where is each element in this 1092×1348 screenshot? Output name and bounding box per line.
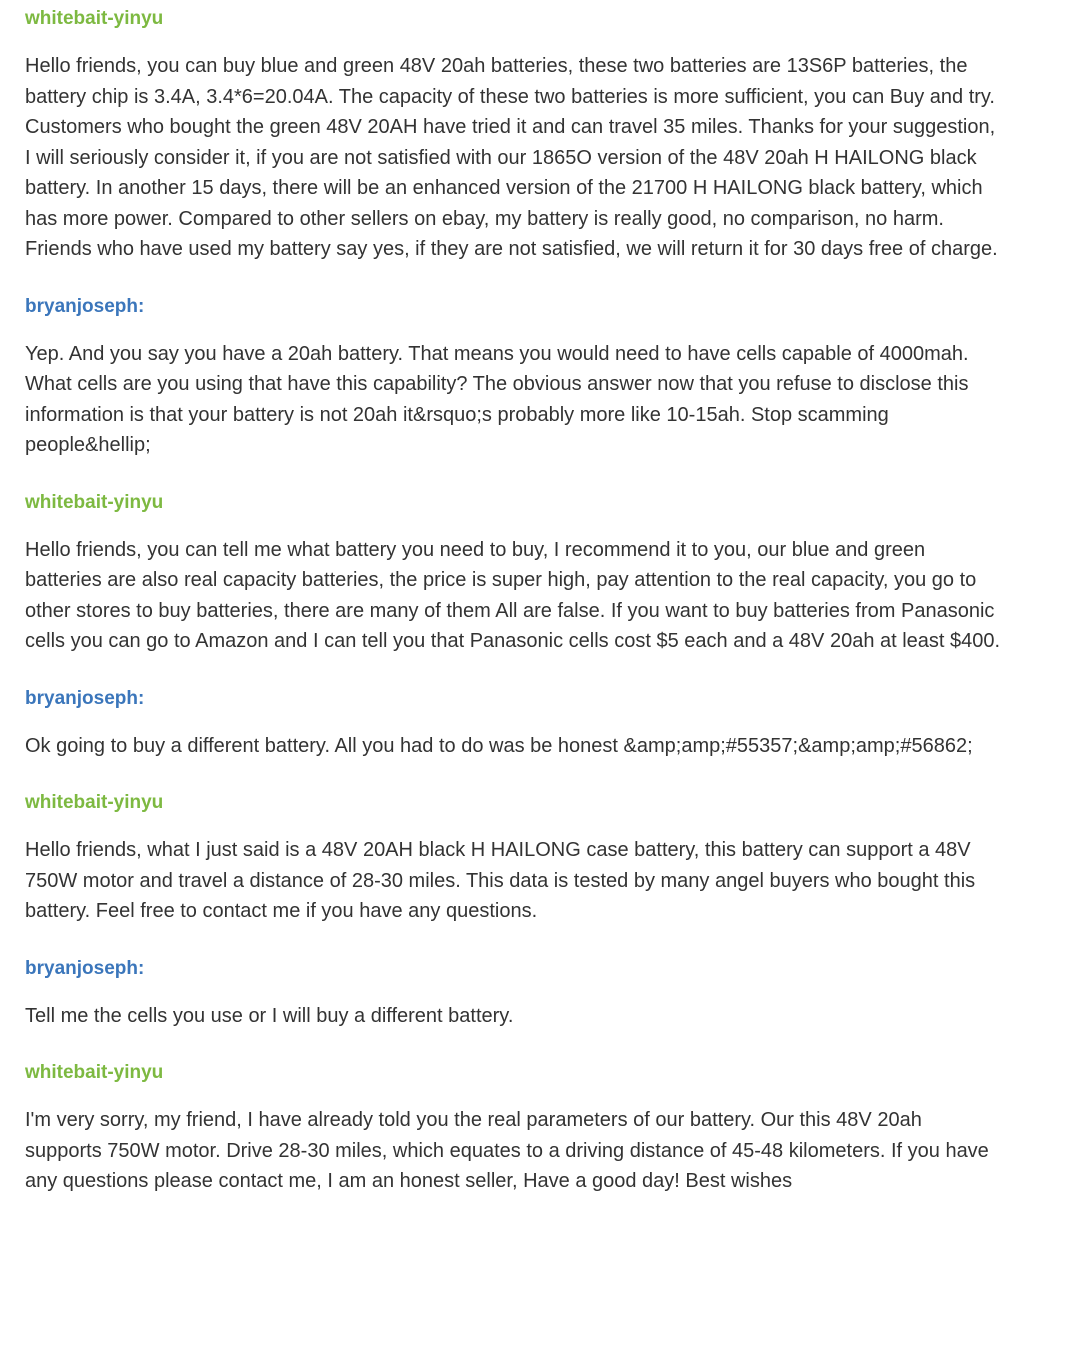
author-username[interactable]: whitebait-yinyu <box>25 1062 164 1083</box>
message-text: Tell me the cells you use or I will buy a different battery. <box>25 1004 514 1027</box>
author-username[interactable]: bryanjoseph: <box>25 957 145 979</box>
message <box>25 295 1002 461</box>
author-username[interactable]: whitebait-yinyu <box>25 8 164 29</box>
message-text: Hello friends, what I just said is a 48V 20AH black H HAILONG case battery, this battery can support a 48V 750W motor and travel a distance of 28-30 miles. This data is tested by many angel buyers who bought this battery. Feel free to contact me if you have any questions. <box>25 839 976 922</box>
author-username[interactable]: bryanjoseph: <box>25 295 145 317</box>
message-text: Yep. And you say you have a 20ah battery. That means you would need to have cells capable of 4000mah. What cells are you using that have this capability? The obvious answer now that you refuse to disclose this information is that your battery is not 20ah it&rsquo;s probably more like 10-15ah. Stop scamming people&hellip; <box>25 342 969 456</box>
message-text: Hello friends, you can tell me what battery you need to buy, I recommend it to you, our blue and green batteries are also real capacity batteries, the price is super high, pay attention to the real capacity, you go to other stores to buy batteries, there are many of them All are false. If you want to buy batteries from Panasonic cells you can go to Amazon and I can tell you that Panasonic cells cost $5 each and a 48V 20ah at least $400. <box>25 538 1001 652</box>
message-text: I'm very sorry, my friend, I have already told you the real parameters of our battery. Our this 48V 20ah supports 750W motor. Drive 28-30 miles, which equates to a driving distance of 45-48 kilometers. If you have any questions please contact me, I am an honest seller, Have a good day! Best wishes <box>25 1109 989 1192</box>
message-text: Ok going to buy a different battery. All you had to do was be honest &amp;amp;#55357;&amp;amp;#56862; <box>25 734 973 757</box>
author-username[interactable]: whitebait-yinyu <box>25 792 164 813</box>
message <box>25 791 1002 927</box>
author-username[interactable]: bryanjoseph: <box>25 687 145 709</box>
message <box>25 491 1002 657</box>
author-username[interactable]: whitebait-yinyu <box>25 491 164 513</box>
message-text: Hello friends, you can buy blue and green 48V 20ah batteries, these two batteries are 13S6P batteries, the battery chip is 3.4A, 3.4*6=20.04A. The capacity of these two batteries is more sufficient, you can Buy and try. Customers who bought the green 48V 20AH have tried it and can travel 35 miles. Thanks for your suggestion, I will seriously consider it, if you are not satisfied with our 1865O version of the 48V 20ah H HAILONG black battery. In another 15 days, there will be an enhanced version of the 21700 H HAILONG black battery, which has more power. Compared to other sellers on ebay, my battery is really good, no comparison, no harm. Friends who have used my battery say yes, if they are not satisfied, we will return it for 30 days free of charge. <box>25 55 998 260</box>
message <box>25 1061 1002 1197</box>
message <box>25 687 1002 762</box>
message <box>25 7 1002 265</box>
message <box>25 957 1002 1032</box>
